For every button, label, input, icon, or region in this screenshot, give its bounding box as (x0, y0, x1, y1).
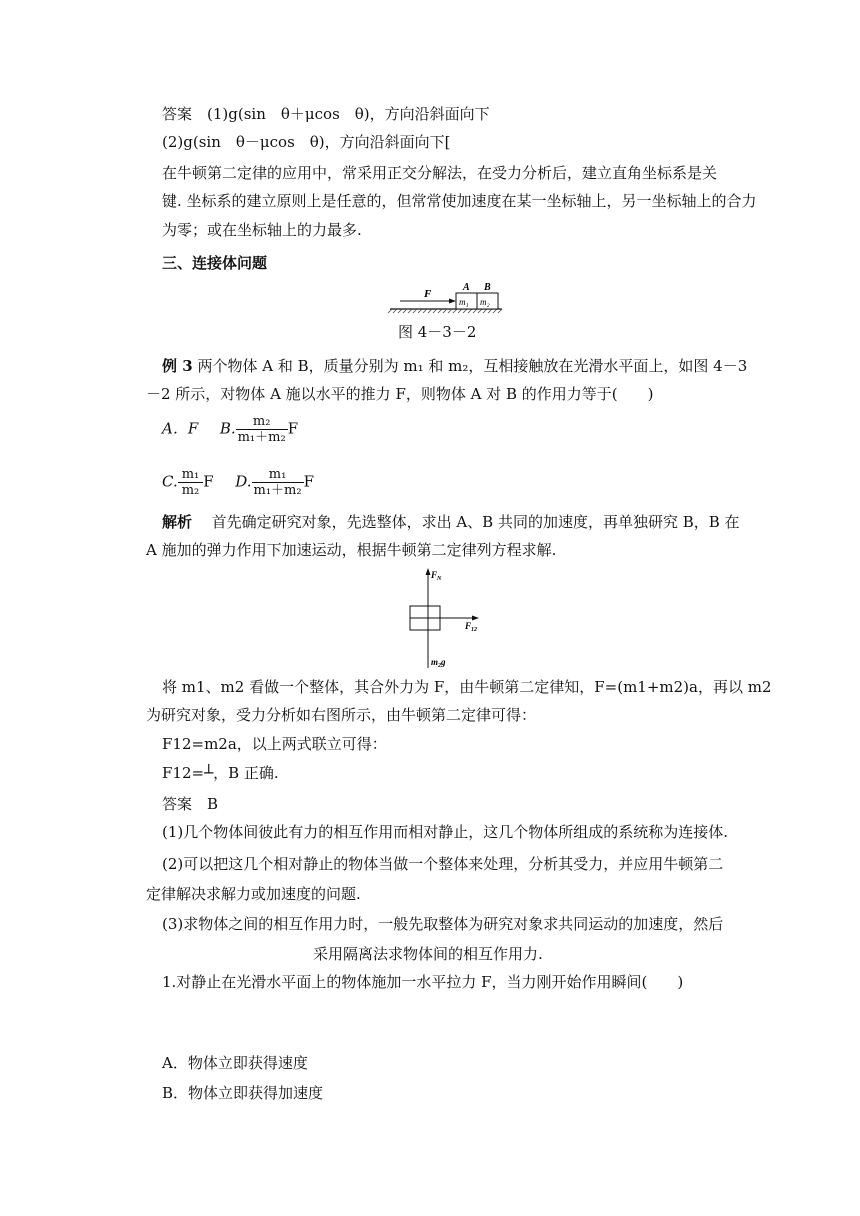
fraction-denominator: m₁＋m₂ (237, 430, 286, 445)
label-m2: m₂ (480, 297, 490, 307)
f12-arrow-head (472, 616, 479, 621)
note-line: (3)求物体之间的相互作用力时，一般先取整体为研究对象求共同运动的加速度，然后 (162, 915, 724, 933)
option-d-suffix: F (303, 472, 315, 491)
question-1: 1.对静止在光滑水平面上的物体施加一水平拉力 F，当力刚开始作用瞬间( ) (162, 973, 684, 991)
fraction-numerator: m₁ (178, 467, 204, 483)
answer-line-1: 答案 (1)g(sin θ＋μcos θ)，方向沿斜面向下 (162, 105, 490, 123)
note-line: (2)可以把这几个相对静止的物体当做一个整体来处理，分析其受力，并应用牛顿第二 (162, 855, 724, 873)
paragraph-line: 为零；或在坐标轴上的力最多. (162, 221, 362, 239)
question-1-option-a: A．物体立即获得速度 (162, 1054, 308, 1072)
label-A: A (463, 282, 470, 293)
note-line: 采用隔离法求物体间的相互作用力. (313, 945, 543, 963)
answer-line-2: (2)g(sin θ－μcos θ)，方向沿斜面向下[ (162, 133, 451, 151)
label-f12: $F_{12}$ (465, 621, 478, 633)
fn-arrow-head (426, 568, 431, 575)
question-1-option-b: B．物体立即获得加速度 (162, 1084, 324, 1102)
fraction-numerator: m₂ (236, 414, 288, 430)
ground-hatch (388, 309, 502, 313)
analysis-label: 解析 (162, 513, 193, 531)
analysis-line-2: A 施加的弹力作用下加速运动，根据牛顿第二定律列方程求解. (146, 541, 557, 559)
body-line: F12=m2a，以上两式联立可得： (162, 735, 387, 753)
option-b-fraction (236, 414, 288, 445)
label-F: F (424, 288, 432, 300)
example-line-2: －2 所示，对物体 A 施以水平的推力 F，则物体 A 对 B 的作用力等于( ) (146, 385, 654, 403)
analysis-text: 首先确定研究对象，先选整体，求出 A、B 共同的加速度，再单独研究 B，B 在 (211, 513, 740, 531)
section-heading: 三、连接体问题 (162, 254, 268, 272)
label-m2g: $m_2g$ (431, 657, 446, 669)
label-B: B (484, 282, 491, 293)
note-line: 定律解决求解力或加速度的问题. (146, 885, 361, 903)
figure-connected-blocks (380, 278, 510, 318)
body-line: 为研究对象，受力分析如右图所示，由牛顿第二定律可得： (146, 706, 537, 724)
fraction-denominator: m₂ (181, 483, 200, 498)
paragraph-line: 键. 坐标系的建立原则上是任意的，但常常使加速度在某一坐标轴上，另一坐标轴上的合力 (162, 192, 757, 210)
option-row-ab (162, 414, 298, 445)
example-label: 例 3 (162, 357, 193, 375)
answer-line: 答案 B (162, 795, 219, 813)
option-row-cd (162, 467, 314, 498)
option-a: A．F (162, 419, 199, 438)
note-line: (1)几个物体间彼此有力的相互作用而相对静止，这几个物体所组成的系统称为连接体. (162, 823, 729, 841)
body-line: 将 m1、m2 看做一个整体，其合外力为 F，由牛顿第二定律知，F=(m1+m2)a，再以 m2 (162, 678, 772, 696)
figure-caption: 图 4－3－2 (398, 323, 477, 341)
fraction-denominator: m₁＋m₂ (253, 483, 302, 498)
option-c-suffix: F (203, 472, 214, 491)
paragraph-line: 在牛顿第二定律的应用中，常采用正交分解法，在受力分析后，建立直角坐标系是关 (162, 164, 718, 182)
option-c-fraction (178, 467, 204, 498)
option-b-prefix: B. (219, 419, 236, 438)
example-line-1 (162, 356, 747, 376)
example-text: 两个物体 A 和 B，质量分别为 m₁ 和 m₂，互相接触放在光滑水平面上，如图 4－3 (197, 357, 748, 375)
fraction-numerator: m₁ (252, 467, 304, 483)
figure-force-diagram (395, 566, 495, 670)
analysis-line-1 (162, 512, 740, 532)
option-d-prefix: D. (235, 472, 252, 491)
option-b-suffix: F (287, 419, 299, 438)
push-arrow-head (449, 299, 456, 304)
body-line: F12=┴，B 正确. (162, 764, 279, 782)
label-m1: m₁ (459, 297, 469, 307)
option-c-prefix: C. (162, 472, 178, 491)
label-fn: $F_N$ (431, 570, 442, 582)
option-d-fraction (252, 467, 304, 498)
